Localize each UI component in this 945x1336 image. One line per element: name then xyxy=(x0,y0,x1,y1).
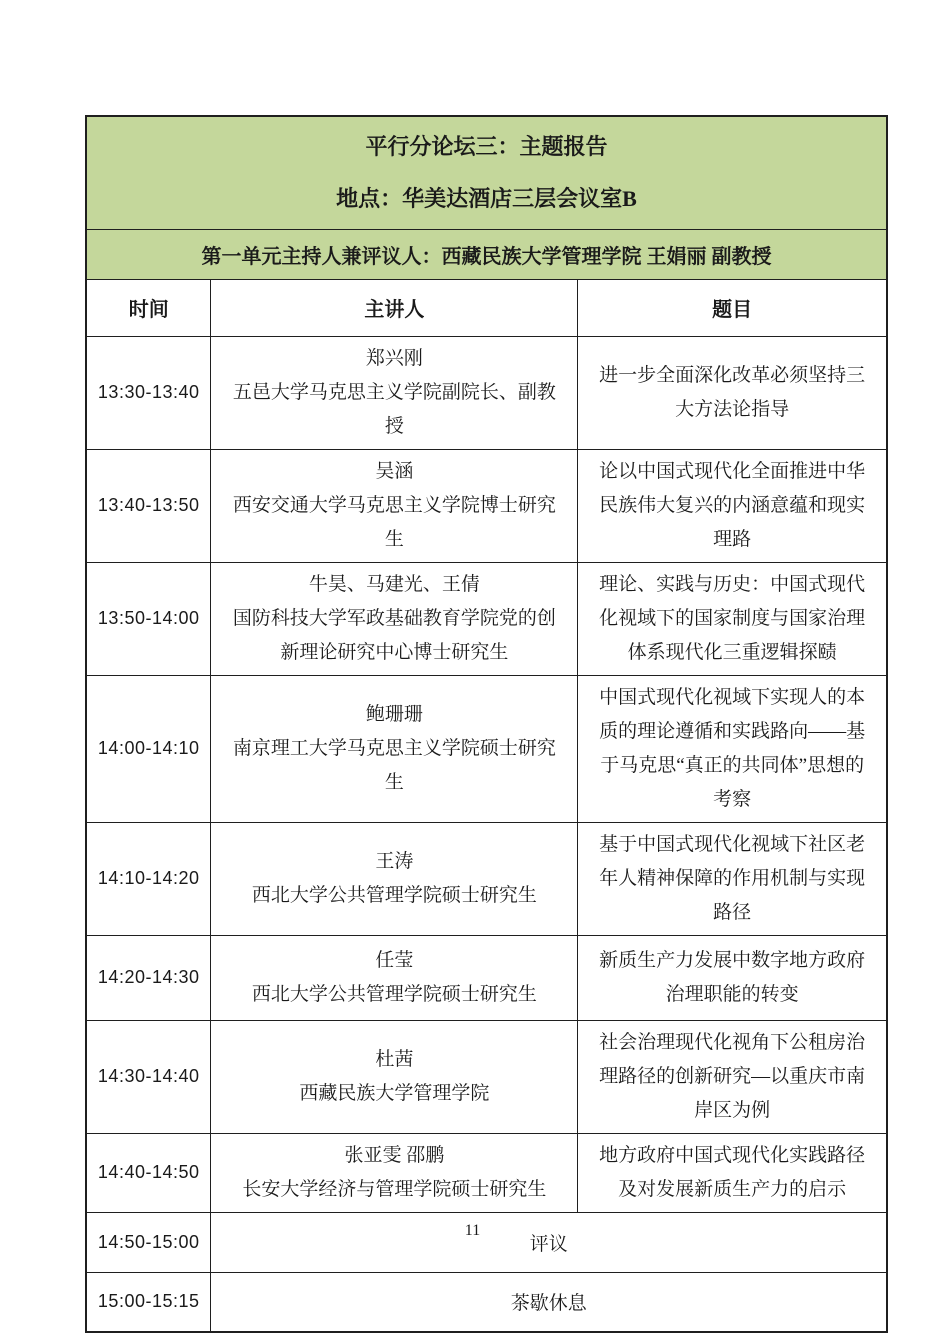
column-header-row xyxy=(86,279,887,336)
session-topic: 理论、实践与历史：中国式现代化视域下的国家制度与国家治理体系现代化三重逻辑探赜 xyxy=(578,562,887,675)
session-speaker xyxy=(211,336,578,449)
column-header-speaker: 主讲人 xyxy=(211,279,578,336)
speaker-name: 牛昊、马建光、王倩 xyxy=(308,573,480,595)
session-topic: 社会治理现代化视角下公租房治理路径的创新研究—以重庆市南岸区为例 xyxy=(578,1020,887,1133)
session-time: 13:50-14:00 xyxy=(86,562,211,675)
session-speaker xyxy=(211,449,578,562)
speaker-affiliation: 西北大学公共管理学院硕士研究生 xyxy=(251,983,537,1005)
forum-title: 平行分论坛三：主题报告 xyxy=(365,133,608,159)
unit-header-row xyxy=(86,229,887,279)
break-time: 14:50-15:00 xyxy=(86,1212,211,1272)
session-row xyxy=(86,1020,887,1133)
session-time: 14:10-14:20 xyxy=(86,822,211,935)
page-number: 11 xyxy=(464,1222,481,1239)
session-time: 14:20-14:30 xyxy=(86,935,211,1020)
break-content: 茶歇休息 xyxy=(211,1272,887,1332)
session-speaker xyxy=(211,1133,578,1212)
speaker-affiliation: 国防科技大学军政基础教育学院党的创新理论研究中心博士研究生 xyxy=(232,607,556,663)
column-header-topic: 题目 xyxy=(578,279,887,336)
session-time: 14:00-14:10 xyxy=(86,675,211,822)
break-row xyxy=(86,1212,887,1272)
session-topic: 新质生产力发展中数字地方政府治理职能的转变 xyxy=(578,935,887,1020)
session-row xyxy=(86,449,887,562)
speaker-name: 鲍珊珊 xyxy=(365,703,423,725)
session-speaker xyxy=(211,935,578,1020)
session-topic: 地方政府中国式现代化实践路径及对发展新质生产力的启示 xyxy=(578,1133,887,1212)
session-topic: 中国式现代化视域下实现人的本质的理论遵循和实践路向——基于马克思“真正的共同体”思想的考察 xyxy=(578,675,887,822)
session-row xyxy=(86,1133,887,1212)
break-content: 评议 xyxy=(211,1212,887,1272)
speaker-affiliation: 五邑大学马克思主义学院副院长、副教授 xyxy=(232,381,556,437)
speaker-affiliation: 西安交通大学马克思主义学院博士研究生 xyxy=(232,494,556,550)
forum-header-row xyxy=(86,116,887,229)
speaker-name: 王涛 xyxy=(375,850,414,872)
forum-location: 地点：华美达酒店三层会议室B xyxy=(336,185,637,211)
speaker-affiliation: 西北大学公共管理学院硕士研究生 xyxy=(251,884,537,906)
speaker-name: 杜茜 xyxy=(375,1048,414,1070)
session-speaker xyxy=(211,1020,578,1133)
column-header-time: 时间 xyxy=(86,279,211,336)
unit-header-cell: 第一单元主持人兼评议人：西藏民族大学管理学院 王娟丽 副教授 xyxy=(86,229,887,279)
speaker-name: 张亚雯 邵鹏 xyxy=(344,1144,445,1166)
speaker-name: 郑兴刚 xyxy=(365,347,423,369)
speaker-name: 吴涵 xyxy=(375,460,414,482)
session-time: 14:40-14:50 xyxy=(86,1133,211,1212)
session-row xyxy=(86,336,887,449)
session-speaker xyxy=(211,675,578,822)
speaker-name: 任莹 xyxy=(375,949,414,971)
session-time: 13:40-13:50 xyxy=(86,449,211,562)
forum-header-cell xyxy=(86,116,887,229)
schedule-table xyxy=(85,115,888,1333)
session-row xyxy=(86,562,887,675)
session-row xyxy=(86,822,887,935)
session-speaker xyxy=(211,562,578,675)
session-topic: 进一步全面深化改革必须坚持三大方法论指导 xyxy=(578,336,887,449)
speaker-affiliation: 西藏民族大学管理学院 xyxy=(299,1082,490,1104)
break-time: 15:00-15:15 xyxy=(86,1272,211,1332)
break-row xyxy=(86,1272,887,1332)
session-row xyxy=(86,675,887,822)
session-topic: 论以中国式现代化全面推进中华民族伟大复兴的内涵意蕴和现实理路 xyxy=(578,449,887,562)
session-topic: 基于中国式现代化视域下社区老年人精神保障的作用机制与实现路径 xyxy=(578,822,887,935)
session-speaker xyxy=(211,822,578,935)
session-time: 14:30-14:40 xyxy=(86,1020,211,1133)
session-time: 13:30-13:40 xyxy=(86,336,211,449)
session-row xyxy=(86,935,887,1020)
speaker-affiliation: 南京理工大学马克思主义学院硕士研究生 xyxy=(232,737,556,793)
speaker-affiliation: 长安大学经济与管理学院硕士研究生 xyxy=(242,1178,547,1200)
